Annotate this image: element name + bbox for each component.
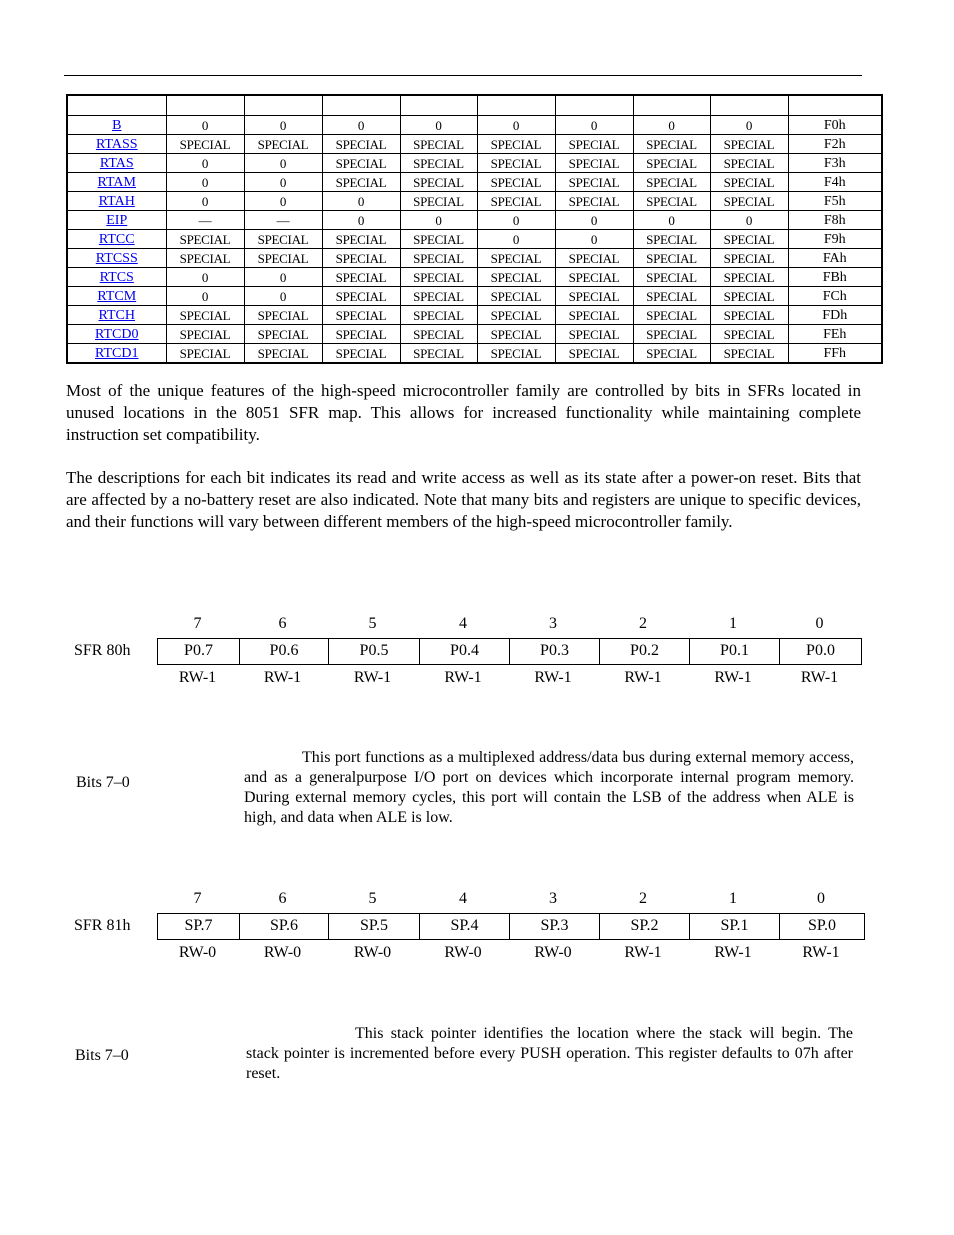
- register-link[interactable]: RTCS: [99, 269, 134, 285]
- bit-name-cell: P0.2: [599, 639, 689, 664]
- bit-name-cell: SP.4: [419, 914, 509, 939]
- bit-value-cell: SPECIAL: [400, 230, 477, 249]
- address-cell: F0h: [788, 116, 882, 135]
- bit-value-cell: [633, 95, 710, 116]
- bit-value-cell: SPECIAL: [400, 306, 477, 325]
- bit-value-cell: 0: [322, 211, 400, 230]
- sfr-table-row: [67, 230, 882, 249]
- bit-value-cell: SPECIAL: [633, 173, 710, 192]
- bit-value-cell: 0: [244, 173, 322, 192]
- register-link[interactable]: RTCH: [98, 307, 135, 323]
- bit-value-cell: SPECIAL: [710, 192, 788, 211]
- bit-value-cell: 0: [555, 116, 633, 135]
- bit-name-cell: P0.7: [184, 642, 213, 659]
- sfr-table: [66, 94, 883, 364]
- bit-value-cell: 0: [166, 287, 244, 306]
- bit-value-cell: SPECIAL: [710, 249, 788, 268]
- intro-paragraph: Most of the unique features of the high-speed microcontroller family are controlled by bits in SFRs located in unused locations in the 8051 SFR map. This allows for increased functionality while maintaining complete instruction set compatibility.: [66, 381, 861, 444]
- bit-value-cell: SPECIAL: [322, 268, 400, 287]
- register-name-cell: [67, 135, 166, 154]
- bit-number: 0: [817, 890, 825, 907]
- bit-access: RW-0: [534, 944, 572, 961]
- sfr-address-label: SFR 81h: [74, 917, 131, 934]
- bit-value-cell: 0: [400, 116, 477, 135]
- register-bit-names: [157, 638, 862, 665]
- bit-value-cell: SPECIAL: [633, 249, 710, 268]
- sfr-table-row: [67, 192, 882, 211]
- address-cell: F5h: [788, 192, 882, 211]
- bit-name-cell: P0.6: [239, 639, 328, 664]
- bit-access: RW-1: [178, 669, 217, 686]
- bit-value-cell: 0: [244, 268, 322, 287]
- address-cell: FDh: [788, 306, 882, 325]
- bit-name-cell: P0.4: [419, 639, 509, 664]
- bit-value-cell: 0: [166, 154, 244, 173]
- bit-value-cell: SPECIAL: [244, 249, 322, 268]
- register-name-cell: [67, 173, 166, 192]
- bit-name-cell: P0.0: [779, 639, 861, 664]
- bit-value-cell: SPECIAL: [477, 249, 555, 268]
- bit-number: 5: [368, 890, 377, 907]
- bit-name-cell: SP.7: [184, 917, 213, 934]
- bit-value-cell: SPECIAL: [710, 173, 788, 192]
- register-name-cell: [67, 287, 166, 306]
- bit-value-cell: 0: [710, 116, 788, 135]
- bit-access: RW-1: [534, 669, 572, 686]
- bit-value-cell: SPECIAL: [477, 173, 555, 192]
- bit-value-cell: 0: [166, 173, 244, 192]
- bit-number-row: [157, 890, 864, 908]
- register-description: This stack pointer identifies the location where the stack will begin. The stack pointer is incremented before every PUSH operation. This register defaults to 07h after reset.: [246, 1025, 853, 1082]
- bit-value-cell: 0: [322, 192, 400, 211]
- bit-value-cell: SPECIAL: [166, 230, 244, 249]
- bit-value-cell: SPECIAL: [633, 154, 710, 173]
- register-name-cell: [67, 116, 166, 135]
- sfr-table-row: [67, 211, 882, 230]
- bit-value-cell: SPECIAL: [400, 344, 477, 364]
- bit-value-cell: SPECIAL: [244, 230, 322, 249]
- sfr-table-row: [67, 268, 882, 287]
- bit-number: 3: [549, 615, 557, 632]
- bit-name-cell: SP.6: [239, 914, 328, 939]
- bit-value-cell: SPECIAL: [322, 230, 400, 249]
- bit-value-cell: [710, 95, 788, 116]
- bit-value-cell: SPECIAL: [400, 268, 477, 287]
- bit-number: 6: [278, 615, 287, 632]
- bit-name-cell: P0.5: [328, 639, 419, 664]
- register-link[interactable]: RTASS: [95, 136, 138, 152]
- bit-value-cell: SPECIAL: [322, 287, 400, 306]
- register-bit-names: [157, 913, 865, 940]
- register-link[interactable]: RTCSS: [95, 250, 138, 266]
- bit-value-cell: SPECIAL: [244, 344, 322, 364]
- bit-value-cell: SPECIAL: [477, 344, 555, 364]
- register-link[interactable]: RTAH: [98, 193, 135, 209]
- bit-value-cell: SPECIAL: [555, 268, 633, 287]
- bit-value-cell: SPECIAL: [555, 306, 633, 325]
- bit-value-cell: SPECIAL: [166, 249, 244, 268]
- address-cell: [788, 95, 882, 116]
- register-name-cell: [67, 95, 166, 116]
- bit-value-cell: SPECIAL: [633, 306, 710, 325]
- bit-value-cell: SPECIAL: [322, 306, 400, 325]
- bit-value-cell: SPECIAL: [477, 325, 555, 344]
- bit-access: RW-1: [800, 669, 839, 686]
- bit-access: RW-0: [444, 944, 482, 961]
- bit-number: 1: [729, 615, 737, 632]
- bit-value-cell: 0: [555, 230, 633, 249]
- bit-value-cell: SPECIAL: [710, 287, 788, 306]
- bit-value-cell: SPECIAL: [555, 173, 633, 192]
- bit-value-cell: SPECIAL: [633, 287, 710, 306]
- bit-number: 7: [193, 615, 202, 632]
- register-link[interactable]: RTAS: [99, 155, 134, 171]
- bit-value-cell: SPECIAL: [322, 173, 400, 192]
- bit-name-cell: P0.3: [509, 639, 599, 664]
- address-cell: F9h: [788, 230, 882, 249]
- bit-access: RW-0: [178, 944, 217, 961]
- bit-value-cell: SPECIAL: [477, 268, 555, 287]
- bit-value-cell: 0: [400, 211, 477, 230]
- bit-value-cell: SPECIAL: [710, 344, 788, 364]
- bit-value-cell: SPECIAL: [710, 154, 788, 173]
- bit-value-cell: 0: [710, 211, 788, 230]
- bit-value-cell: SPECIAL: [244, 325, 322, 344]
- bit-value-cell: 0: [244, 287, 322, 306]
- bit-value-cell: SPECIAL: [710, 268, 788, 287]
- bit-value-cell: SPECIAL: [710, 325, 788, 344]
- bit-value-cell: 0: [477, 230, 555, 249]
- bit-value-cell: SPECIAL: [555, 249, 633, 268]
- bit-value-cell: SPECIAL: [400, 192, 477, 211]
- sfr-table-row: [67, 154, 882, 173]
- bit-value-cell: SPECIAL: [400, 154, 477, 173]
- bit-value-cell: SPECIAL: [477, 287, 555, 306]
- bit-value-cell: SPECIAL: [400, 287, 477, 306]
- bit-value-cell: SPECIAL: [244, 306, 322, 325]
- bit-value-cell: 0: [555, 211, 633, 230]
- bit-value-cell: SPECIAL: [555, 135, 633, 154]
- register-name-cell: [67, 154, 166, 173]
- sfr-table-row: [67, 95, 882, 116]
- register-link[interactable]: RTCM: [97, 288, 137, 304]
- register-name-cell: [67, 325, 166, 344]
- bit-access: RW-1: [802, 944, 840, 961]
- sfr-table-row: [67, 173, 882, 192]
- bit-value-cell: [477, 95, 555, 116]
- register-name-cell: [67, 344, 166, 364]
- bit-value-cell: SPECIAL: [555, 344, 633, 364]
- sfr-table-row: [67, 135, 882, 154]
- bit-value-cell: SPECIAL: [477, 306, 555, 325]
- bit-name-cell: SP.5: [328, 914, 419, 939]
- sfr-table-row: [67, 325, 882, 344]
- sfr-table-row: [67, 116, 882, 135]
- sfr-table-row: [67, 249, 882, 268]
- bit-access: RW-1: [714, 669, 752, 686]
- bit-value-cell: SPECIAL: [555, 287, 633, 306]
- register-name-cell: [67, 192, 166, 211]
- bit-value-cell: SPECIAL: [166, 325, 244, 344]
- bit-number: 2: [639, 890, 647, 907]
- bit-value-cell: SPECIAL: [633, 268, 710, 287]
- bit-value-cell: SPECIAL: [633, 192, 710, 211]
- register-description: This port functions as a multiplexed address/data bus during external memory access, and as a generalpurpose I/O port on devices which incorporate internal program memory. During external memory cycles, this port will contain the LSB of the address when ALE is high, and data when ALE is low.: [244, 749, 854, 826]
- bit-value-cell: 0: [633, 116, 710, 135]
- bit-value-cell: 0: [166, 116, 244, 135]
- bit-value-cell: SPECIAL: [166, 344, 244, 364]
- address-cell: FEh: [788, 325, 882, 344]
- bit-value-cell: SPECIAL: [633, 135, 710, 154]
- bit-value-cell: [166, 95, 244, 116]
- sfr-table-row: [67, 287, 882, 306]
- bit-name-cell: SP.3: [509, 914, 599, 939]
- bit-number: 1: [729, 890, 737, 907]
- bit-value-cell: SPECIAL: [400, 135, 477, 154]
- bit-name-cell: P0.1: [689, 639, 779, 664]
- register-link[interactable]: B: [112, 117, 122, 133]
- address-cell: F8h: [788, 211, 882, 230]
- bit-value-cell: SPECIAL: [322, 249, 400, 268]
- sfr-table-row: [67, 306, 882, 325]
- bit-number: 6: [278, 890, 287, 907]
- bit-value-cell: SPECIAL: [477, 154, 555, 173]
- bit-value-cell: 0: [322, 116, 400, 135]
- bit-value-cell: SPECIAL: [710, 230, 788, 249]
- bit-access: RW-1: [263, 669, 302, 686]
- address-cell: F2h: [788, 135, 882, 154]
- bit-value-cell: —: [244, 211, 322, 230]
- register-name-cell: [67, 306, 166, 325]
- bit-value-cell: 0: [166, 268, 244, 287]
- bit-value-cell: SPECIAL: [555, 192, 633, 211]
- bit-value-cell: SPECIAL: [166, 135, 244, 154]
- register-name-cell: [67, 268, 166, 287]
- register-name-cell: [67, 249, 166, 268]
- bit-value-cell: SPECIAL: [710, 135, 788, 154]
- bit-access: RW-0: [263, 944, 302, 961]
- access-row: [157, 669, 861, 687]
- bit-number: 2: [639, 615, 647, 632]
- bit-value-cell: SPECIAL: [633, 344, 710, 364]
- bit-access: RW-1: [444, 669, 482, 686]
- bit-number: 5: [368, 615, 377, 632]
- bit-value-cell: SPECIAL: [400, 325, 477, 344]
- bit-value-cell: SPECIAL: [166, 306, 244, 325]
- bit-value-cell: 0: [477, 211, 555, 230]
- bit-value-cell: 0: [477, 116, 555, 135]
- bit-name-cell: SP.2: [599, 914, 689, 939]
- register-link[interactable]: EIP: [106, 212, 128, 228]
- bit-value-cell: 0: [633, 211, 710, 230]
- bit-name-cell: SP.1: [689, 914, 779, 939]
- register-link[interactable]: RTAM: [97, 174, 136, 190]
- bit-value-cell: SPECIAL: [400, 249, 477, 268]
- address-cell: FBh: [788, 268, 882, 287]
- address-cell: FFh: [788, 344, 882, 364]
- bit-number: 4: [459, 890, 467, 907]
- bit-value-cell: 0: [244, 154, 322, 173]
- bit-access: RW-0: [353, 944, 392, 961]
- bit-value-cell: SPECIAL: [555, 154, 633, 173]
- register-link[interactable]: RTCD0: [95, 326, 139, 342]
- bit-value-cell: [322, 95, 400, 116]
- address-cell: F4h: [788, 173, 882, 192]
- bit-value-cell: SPECIAL: [633, 325, 710, 344]
- bit-value-cell: —: [166, 211, 244, 230]
- bit-access: RW-1: [624, 944, 662, 961]
- bits-label: Bits 7–0: [75, 1047, 129, 1064]
- bit-number-row: [157, 615, 861, 633]
- bit-value-cell: SPECIAL: [322, 344, 400, 364]
- address-cell: F3h: [788, 154, 882, 173]
- bit-access: RW-1: [353, 669, 392, 686]
- bit-value-cell: 0: [244, 116, 322, 135]
- bit-value-cell: SPECIAL: [710, 306, 788, 325]
- header-rule: [64, 75, 862, 76]
- register-name-cell: [67, 211, 166, 230]
- bit-value-cell: SPECIAL: [322, 135, 400, 154]
- bit-value-cell: [400, 95, 477, 116]
- bit-number: 0: [815, 615, 824, 632]
- bit-value-cell: SPECIAL: [555, 325, 633, 344]
- bit-value-cell: [555, 95, 633, 116]
- bit-value-cell: SPECIAL: [322, 325, 400, 344]
- bit-number: 7: [193, 890, 202, 907]
- bit-access: RW-1: [624, 669, 662, 686]
- bit-number: 4: [459, 615, 467, 632]
- bit-value-cell: SPECIAL: [400, 173, 477, 192]
- bits-label: Bits 7–0: [76, 774, 130, 791]
- sfr-table-row: [67, 344, 882, 364]
- address-cell: FCh: [788, 287, 882, 306]
- bit-value-cell: SPECIAL: [633, 230, 710, 249]
- register-link[interactable]: RTCD1: [95, 345, 139, 361]
- bit-value-cell: SPECIAL: [244, 135, 322, 154]
- sfr-address-label: SFR 80h: [74, 642, 131, 659]
- bit-access: RW-1: [714, 944, 752, 961]
- bit-name-cell: SP.0: [779, 914, 864, 939]
- access-row: [157, 944, 864, 962]
- bit-value-cell: 0: [244, 192, 322, 211]
- bit-value-cell: SPECIAL: [322, 154, 400, 173]
- address-cell: FAh: [788, 249, 882, 268]
- bit-value-cell: SPECIAL: [477, 192, 555, 211]
- register-name-cell: [67, 230, 166, 249]
- bit-number: 3: [549, 890, 557, 907]
- register-link[interactable]: RTCC: [98, 231, 135, 247]
- bit-description-paragraph: The descriptions for each bit indicates its read and write access as well as its state after a power-on reset. Bits that are affected by a no-battery reset are also indicated. Note that many bits and registers are unique to specific devices, and their functions will vary between different members of the high-speed microcontroller family.: [66, 468, 861, 531]
- bit-value-cell: SPECIAL: [477, 135, 555, 154]
- bit-value-cell: [244, 95, 322, 116]
- bit-value-cell: 0: [166, 192, 244, 211]
